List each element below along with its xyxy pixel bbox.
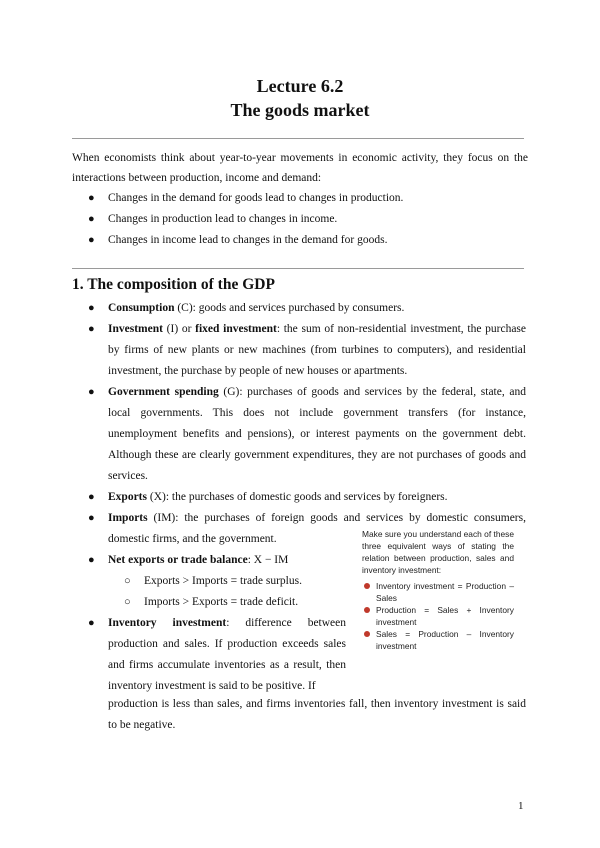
bullet-icon: ● (88, 554, 95, 566)
bullet-icon: ● (88, 491, 95, 503)
intro-bullet-list (88, 188, 528, 251)
list-item-exports: ● Exports (X): the purchases of domestic goods and services by foreigners. (108, 487, 526, 508)
list-item-inventory: ● Inventory investment: difference between production and sales. If production exceeds sales and firms accumulate inventories as a result, then inventory investment is said to be positive. If (108, 613, 346, 697)
bullet-icon: ● (88, 617, 95, 629)
term-fixed-investment: fixed investment (195, 323, 277, 335)
red-dot-icon (364, 583, 370, 589)
red-dot-icon (364, 631, 370, 637)
list-item-consumption: ● Consumption (C): goods and services purchased by consumers. (108, 298, 526, 319)
term-exports: Exports (108, 491, 147, 503)
term-consumption: Consumption (108, 302, 175, 314)
bullet-icon: ● (88, 512, 95, 524)
side-note-list (362, 580, 514, 652)
list-item: Production = Sales + Inventory investment (362, 604, 514, 628)
bullet-icon: ● (88, 234, 95, 246)
side-note-text: Make sure you understand each of these three equivalent ways of stating the relation between production, sales and inventory investment: (362, 529, 514, 575)
list-item-government: ● Government spending (G): purchases of goods and services by the federal, state, and local governments. This does not include government transfers (for instance, unemployment benefits and pensions), or interest payments on the government debt. Although these are clearly government expenditures, they are not purchases of goods and services. (108, 382, 526, 487)
divider-top (72, 138, 524, 139)
intro-paragraph: When economists think about year-to-year movements in economic activity, they focus on the interactions between production, income and demand: (72, 152, 528, 184)
bullet-icon: ● (88, 386, 95, 398)
list-item-investment: ● Investment (I) or fixed investment: the sum of non-residential investment, the purchase by firms of new plants or new machines (from turbines to computers), and residential investment, the purchase by people of new houses or apartments. (108, 319, 526, 382)
bullet-icon: ● (88, 192, 95, 204)
lecture-number: Lecture 6.2 (256, 76, 344, 96)
list-item: ● Changes in income lead to changes in the demand for goods. (108, 230, 528, 251)
circle-bullet-icon: ○ (124, 575, 131, 587)
list-item-net-exports: ● Net exports or trade balance: X − IM ○ Exports > Imports = trade surplus. ○ Imports > Exports = trade deficit. (108, 550, 526, 613)
term-government-spending: Government spending (108, 386, 219, 398)
term-imports: Imports (108, 512, 148, 524)
page-title: The goods market (230, 100, 370, 120)
page-number: 1 (518, 800, 524, 812)
term-net-exports: Net exports or trade balance (108, 554, 248, 566)
side-note (362, 528, 514, 652)
list-item: Inventory investment = Production – Sales (362, 580, 514, 604)
bullet-icon: ● (88, 213, 95, 225)
term-inventory-investment: Inventory investment (108, 617, 227, 629)
divider-section (72, 268, 524, 269)
term-investment: Investment (108, 323, 163, 335)
bullet-icon: ● (88, 302, 95, 314)
red-dot-icon (364, 607, 370, 613)
list-item: ● Changes in production lead to changes in income. (108, 209, 528, 230)
list-item: ○ Exports > Imports = trade surplus. (144, 571, 526, 592)
list-item: ○ Imports > Exports = trade deficit. (144, 592, 526, 613)
list-item-imports: ● Imports (IM): the purchases of foreign goods and services by domestic consumers, domestic firms, and the government. (108, 508, 526, 550)
inventory-continuation: production is less than sales, and firms inventories fall, then inventory investment is said to be negative. (108, 698, 526, 731)
section-heading: 1. The composition of the GDP (72, 276, 275, 293)
bullet-icon: ● (88, 323, 95, 335)
list-item: Sales = Production – Inventory investment (362, 628, 514, 652)
list-item: ● Changes in the demand for goods lead to changes in production. (108, 188, 528, 209)
circle-bullet-icon: ○ (124, 596, 131, 608)
